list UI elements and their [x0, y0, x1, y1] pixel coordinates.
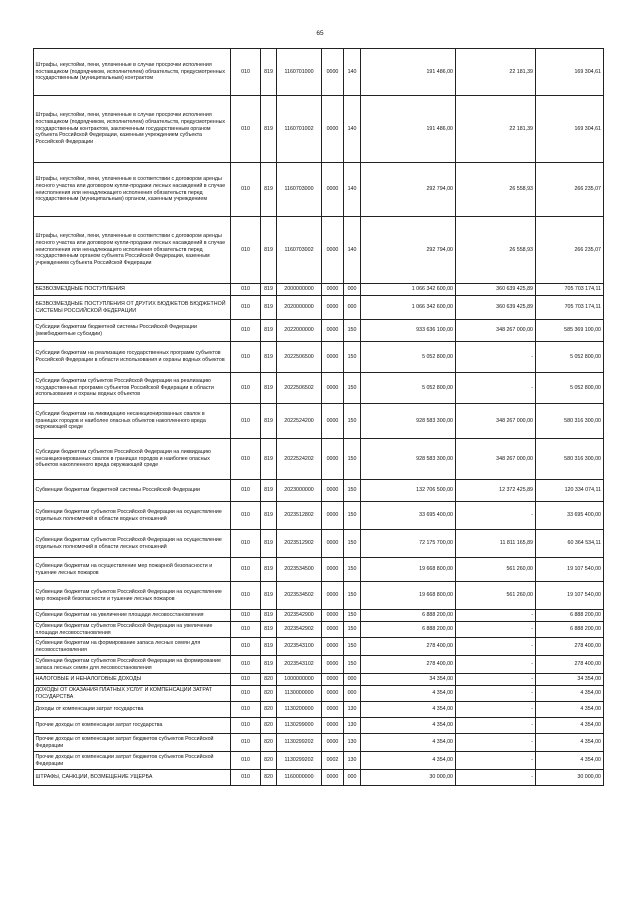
row-subcode-cell: 0000	[322, 558, 344, 582]
row-planned-amount-cell: 34 354,00	[361, 674, 456, 686]
row-name-cell: Субвенции бюджетам на формирование запаса лесных семян для лесовосстановления	[34, 638, 231, 656]
row-kosgu-cell: 150	[344, 582, 361, 610]
row-kosgu-cell: 150	[344, 610, 361, 622]
row-admin-code-cell: 820	[261, 702, 277, 718]
row-subcode-cell: 0000	[322, 770, 344, 786]
row-remaining-amount-cell: 169 304,61	[536, 49, 604, 96]
table-row	[34, 439, 604, 480]
row-admin-code-cell: 820	[261, 752, 277, 770]
row-subcode-cell: 0000	[322, 373, 344, 404]
row-subcode-cell: 0000	[322, 582, 344, 610]
row-executed-amount-cell: 360 639 425,89	[456, 296, 536, 320]
row-executed-amount-cell: -	[456, 638, 536, 656]
row-kbk-code-cell: 2020000000	[277, 296, 322, 320]
row-kbk-code-cell: 1160701002	[277, 96, 322, 163]
row-executed-amount-cell: -	[456, 502, 536, 530]
row-kosgu-cell: 130	[344, 734, 361, 752]
table-row	[34, 656, 604, 674]
table-row	[34, 502, 604, 530]
row-planned-amount-cell: 1 066 342 600,00	[361, 296, 456, 320]
row-kosgu-cell: 150	[344, 373, 361, 404]
row-admin-code-cell: 819	[261, 296, 277, 320]
row-planned-amount-cell: 933 636 100,00	[361, 320, 456, 342]
row-kbk-code-cell: 2023512902	[277, 530, 322, 558]
row-executed-amount-cell: 26 558,93	[456, 163, 536, 217]
row-code-cell: 010	[231, 320, 261, 342]
row-code-cell: 010	[231, 163, 261, 217]
row-name-cell: БЕЗВОЗМЕЗДНЫЕ ПОСТУПЛЕНИЯ	[34, 284, 231, 296]
row-remaining-amount-cell: 5 052 800,00	[536, 373, 604, 404]
row-remaining-amount-cell: 580 316 300,00	[536, 404, 604, 439]
row-kosgu-cell: 150	[344, 342, 361, 373]
row-name-cell: Штрафы, неустойки, пени, уплаченные в случае просрочки исполнения поставщиком (подрядчиком, исполнителем) обязательств, предусмотренных государственным (муниципальным) контрактом	[34, 49, 231, 96]
row-remaining-amount-cell: 278 400,00	[536, 638, 604, 656]
row-kbk-code-cell: 1160703002	[277, 217, 322, 284]
row-kosgu-cell: 150	[344, 530, 361, 558]
row-executed-amount-cell: -	[456, 702, 536, 718]
row-executed-amount-cell: 348 267 000,00	[456, 439, 536, 480]
row-admin-code-cell: 820	[261, 674, 277, 686]
row-name-cell: Субсидии бюджетам бюджетной системы Российской Федерации (межбюджетные субсидии)	[34, 320, 231, 342]
table-row	[34, 610, 604, 622]
row-planned-amount-cell: 278 400,00	[361, 656, 456, 674]
row-name-cell: Прочие доходы от компенсации затрат бюджетов субъектов Российской Федерации	[34, 734, 231, 752]
row-code-cell: 010	[231, 480, 261, 502]
row-code-cell: 010	[231, 296, 261, 320]
row-subcode-cell: 0000	[322, 404, 344, 439]
row-admin-code-cell: 819	[261, 320, 277, 342]
table-row	[34, 373, 604, 404]
row-code-cell: 010	[231, 718, 261, 734]
row-kbk-code-cell: 2022524202	[277, 439, 322, 480]
row-name-cell: Штрафы, неустойки, пени, уплаченные в случае просрочки исполнения поставщиком (подрядчиком, исполнителем) обязательств, предусмотренных государственным контрактом, заключенным государственным органом субъекта Российской Федерации, казенным учреждением субъекта Российской Федерации	[34, 96, 231, 163]
revenue-table	[33, 48, 604, 786]
row-executed-amount-cell: -	[456, 373, 536, 404]
row-name-cell: Прочие доходы от компенсации затрат государства	[34, 718, 231, 734]
row-kbk-code-cell: 2022524200	[277, 404, 322, 439]
row-planned-amount-cell: 19 668 800,00	[361, 582, 456, 610]
row-executed-amount-cell: 26 558,93	[456, 217, 536, 284]
row-subcode-cell: 0000	[322, 638, 344, 656]
table-row	[34, 404, 604, 439]
row-admin-code-cell: 819	[261, 163, 277, 217]
row-name-cell: НАЛОГОВЫЕ И НЕНАЛОГОВЫЕ ДОХОДЫ	[34, 674, 231, 686]
row-admin-code-cell: 819	[261, 656, 277, 674]
row-subcode-cell: 0000	[322, 49, 344, 96]
row-kbk-code-cell: 2022000000	[277, 320, 322, 342]
row-executed-amount-cell: -	[456, 342, 536, 373]
row-remaining-amount-cell: 19 107 540,00	[536, 558, 604, 582]
row-name-cell: ДОХОДЫ ОТ ОКАЗАНИЯ ПЛАТНЫХ УСЛУГ И КОМПЕНСАЦИИ ЗАТРАТ ГОСУДАРСТВА	[34, 686, 231, 702]
row-kbk-code-cell: 1000000000	[277, 674, 322, 686]
row-admin-code-cell: 819	[261, 404, 277, 439]
row-kosgu-cell: 150	[344, 439, 361, 480]
row-remaining-amount-cell: 6 888 200,00	[536, 622, 604, 638]
row-admin-code-cell: 819	[261, 217, 277, 284]
row-planned-amount-cell: 191 486,00	[361, 96, 456, 163]
row-planned-amount-cell: 4 354,00	[361, 734, 456, 752]
row-code-cell: 010	[231, 530, 261, 558]
row-name-cell: Субвенции бюджетам на осуществление мер пожарной безопасности и тушение лесных пожаров	[34, 558, 231, 582]
row-kosgu-cell: 000	[344, 770, 361, 786]
row-kbk-code-cell: 2023000000	[277, 480, 322, 502]
row-admin-code-cell: 819	[261, 342, 277, 373]
row-planned-amount-cell: 292 794,00	[361, 217, 456, 284]
row-admin-code-cell: 820	[261, 770, 277, 786]
row-kosgu-cell: 150	[344, 638, 361, 656]
row-kosgu-cell: 000	[344, 296, 361, 320]
row-kosgu-cell: 130	[344, 718, 361, 734]
row-subcode-cell: 0000	[322, 284, 344, 296]
row-subcode-cell: 0000	[322, 163, 344, 217]
row-subcode-cell: 0000	[322, 702, 344, 718]
row-admin-code-cell: 819	[261, 439, 277, 480]
row-name-cell: Субсидии бюджетам субъектов Российской Федерации на ликвидацию несанкционированных свалок в границах городов и наиболее опасных объектов накопленного вреда окружающей среде	[34, 439, 231, 480]
table-row	[34, 674, 604, 686]
row-code-cell: 010	[231, 49, 261, 96]
row-kosgu-cell: 000	[344, 686, 361, 702]
table-row	[34, 480, 604, 502]
row-code-cell: 010	[231, 656, 261, 674]
table-body	[34, 49, 604, 786]
row-kbk-code-cell: 1130299202	[277, 734, 322, 752]
row-planned-amount-cell: 191 486,00	[361, 49, 456, 96]
row-kbk-code-cell: 2023534500	[277, 558, 322, 582]
row-name-cell: Штрафы, неустойки, пени, уплаченные в соответствии с договором аренды лесного участка или договором купли-продажи лесных насаждений в случае неисполнения или ненадлежащего исполнения обязательств перед государственным (муниципальным) органом, казенным учреждением	[34, 163, 231, 217]
table-row	[34, 770, 604, 786]
row-kosgu-cell: 130	[344, 752, 361, 770]
table-row	[34, 718, 604, 734]
row-name-cell: Субвенции бюджетам субъектов Российской Федерации на осуществление отдельных полномочий в области лесных отношений	[34, 530, 231, 558]
row-admin-code-cell: 819	[261, 96, 277, 163]
row-remaining-amount-cell: 580 316 300,00	[536, 439, 604, 480]
table-row	[34, 686, 604, 702]
row-name-cell: БЕЗВОЗМЕЗДНЫЕ ПОСТУПЛЕНИЯ ОТ ДРУГИХ БЮДЖЕТОВ БЮДЖЕТНОЙ СИСТЕМЫ РОССИЙСКОЙ ФЕДЕРАЦИИ	[34, 296, 231, 320]
row-executed-amount-cell: 22 181,39	[456, 49, 536, 96]
row-executed-amount-cell: 22 181,39	[456, 96, 536, 163]
row-kbk-code-cell: 1160000000	[277, 770, 322, 786]
row-remaining-amount-cell: 266 235,07	[536, 217, 604, 284]
table-row	[34, 49, 604, 96]
row-subcode-cell: 0000	[322, 674, 344, 686]
page-number: 65	[316, 30, 324, 37]
row-code-cell: 010	[231, 674, 261, 686]
row-kbk-code-cell: 2023542902	[277, 622, 322, 638]
row-kosgu-cell: 140	[344, 163, 361, 217]
row-executed-amount-cell: 561 260,00	[456, 582, 536, 610]
row-planned-amount-cell: 928 583 300,00	[361, 404, 456, 439]
row-code-cell: 010	[231, 752, 261, 770]
row-name-cell: Доходы от компенсации затрат государства	[34, 702, 231, 718]
row-remaining-amount-cell: 6 888 200,00	[536, 610, 604, 622]
row-kosgu-cell: 000	[344, 284, 361, 296]
row-code-cell: 010	[231, 284, 261, 296]
row-kosgu-cell: 150	[344, 480, 361, 502]
row-remaining-amount-cell: 169 304,61	[536, 96, 604, 163]
row-subcode-cell: 0000	[322, 502, 344, 530]
row-planned-amount-cell: 4 354,00	[361, 702, 456, 718]
row-subcode-cell: 0002	[322, 752, 344, 770]
row-admin-code-cell: 819	[261, 558, 277, 582]
row-executed-amount-cell: -	[456, 734, 536, 752]
row-kosgu-cell: 140	[344, 217, 361, 284]
row-kosgu-cell: 150	[344, 558, 361, 582]
row-admin-code-cell: 819	[261, 530, 277, 558]
row-code-cell: 010	[231, 502, 261, 530]
row-remaining-amount-cell: 278 400,00	[536, 656, 604, 674]
row-name-cell: Субвенции бюджетам субъектов Российской Федерации на осуществление мер пожарной безопасности и тушение лесных пожаров	[34, 582, 231, 610]
table-row	[34, 217, 604, 284]
row-planned-amount-cell: 132 706 500,00	[361, 480, 456, 502]
row-name-cell: Субвенции бюджетам бюджетной системы Российской Федерации	[34, 480, 231, 502]
row-remaining-amount-cell: 34 354,00	[536, 674, 604, 686]
row-kbk-code-cell: 1130299202	[277, 752, 322, 770]
row-kosgu-cell: 140	[344, 49, 361, 96]
row-admin-code-cell: 819	[261, 638, 277, 656]
row-kbk-code-cell: 2023543100	[277, 638, 322, 656]
row-executed-amount-cell: -	[456, 622, 536, 638]
row-planned-amount-cell: 30 000,00	[361, 770, 456, 786]
row-subcode-cell: 0000	[322, 439, 344, 480]
table-row	[34, 734, 604, 752]
row-remaining-amount-cell: 5 052 800,00	[536, 342, 604, 373]
row-name-cell: Штрафы, неустойки, пени, уплаченные в соответствии с договором аренды лесного участка или договором купли-продажи лесных насаждений в случае неисполнения или ненадлежащего исполнения обязательств перед государственным органом субъекта Российской Федерации, казенным учреждением субъекта Российской Федерации	[34, 217, 231, 284]
row-executed-amount-cell: 561 260,00	[456, 558, 536, 582]
row-executed-amount-cell: -	[456, 610, 536, 622]
row-kbk-code-cell: 1130299000	[277, 718, 322, 734]
table-row	[34, 296, 604, 320]
row-subcode-cell: 0000	[322, 320, 344, 342]
table-row	[34, 320, 604, 342]
table-row	[34, 284, 604, 296]
row-remaining-amount-cell: 4 354,00	[536, 702, 604, 718]
row-executed-amount-cell: -	[456, 686, 536, 702]
row-remaining-amount-cell: 705 703 174,11	[536, 296, 604, 320]
row-remaining-amount-cell: 4 354,00	[536, 718, 604, 734]
row-executed-amount-cell: -	[456, 770, 536, 786]
row-subcode-cell: 0000	[322, 610, 344, 622]
row-remaining-amount-cell: 4 354,00	[536, 734, 604, 752]
row-remaining-amount-cell: 4 354,00	[536, 752, 604, 770]
row-kbk-code-cell: 2023543102	[277, 656, 322, 674]
row-code-cell: 010	[231, 217, 261, 284]
row-kosgu-cell: 150	[344, 622, 361, 638]
row-executed-amount-cell: 12 372 425,89	[456, 480, 536, 502]
row-code-cell: 010	[231, 770, 261, 786]
row-name-cell: Субвенции бюджетам субъектов Российской Федерации на осуществление отдельных полномочий в области водных отношений	[34, 502, 231, 530]
row-planned-amount-cell: 6 888 200,00	[361, 610, 456, 622]
row-kosgu-cell: 140	[344, 96, 361, 163]
row-executed-amount-cell: 348 267 000,00	[456, 320, 536, 342]
row-kbk-code-cell: 1160701000	[277, 49, 322, 96]
table-row	[34, 752, 604, 770]
row-code-cell: 010	[231, 638, 261, 656]
row-name-cell: Субвенции бюджетам субъектов Российской Федерации на увеличение площади лесовосстановления	[34, 622, 231, 638]
row-subcode-cell: 0000	[322, 656, 344, 674]
row-admin-code-cell: 819	[261, 284, 277, 296]
row-kbk-code-cell: 2000000000	[277, 284, 322, 296]
row-executed-amount-cell: 348 267 000,00	[456, 404, 536, 439]
row-remaining-amount-cell: 60 364 534,11	[536, 530, 604, 558]
table-row	[34, 622, 604, 638]
row-code-cell: 010	[231, 734, 261, 752]
row-subcode-cell: 0000	[322, 480, 344, 502]
table-row	[34, 702, 604, 718]
row-subcode-cell: 0000	[322, 217, 344, 284]
row-executed-amount-cell: -	[456, 656, 536, 674]
row-code-cell: 010	[231, 558, 261, 582]
row-planned-amount-cell: 72 175 700,00	[361, 530, 456, 558]
row-admin-code-cell: 820	[261, 686, 277, 702]
row-code-cell: 010	[231, 404, 261, 439]
row-subcode-cell: 0000	[322, 96, 344, 163]
row-code-cell: 010	[231, 373, 261, 404]
row-admin-code-cell: 819	[261, 622, 277, 638]
row-admin-code-cell: 820	[261, 718, 277, 734]
row-kosgu-cell: 150	[344, 404, 361, 439]
row-planned-amount-cell: 278 400,00	[361, 638, 456, 656]
row-executed-amount-cell: -	[456, 718, 536, 734]
row-planned-amount-cell: 33 695 400,00	[361, 502, 456, 530]
row-subcode-cell: 0000	[322, 718, 344, 734]
table-row	[34, 638, 604, 656]
row-kosgu-cell: 150	[344, 502, 361, 530]
row-executed-amount-cell: 360 639 425,89	[456, 284, 536, 296]
row-planned-amount-cell: 5 052 800,00	[361, 342, 456, 373]
row-admin-code-cell: 819	[261, 610, 277, 622]
row-subcode-cell: 0000	[322, 686, 344, 702]
row-planned-amount-cell: 6 888 200,00	[361, 622, 456, 638]
row-kbk-code-cell: 1130200000	[277, 702, 322, 718]
row-code-cell: 010	[231, 622, 261, 638]
table-row	[34, 558, 604, 582]
row-subcode-cell: 0000	[322, 342, 344, 373]
row-name-cell: ШТРАФЫ, САНКЦИИ, ВОЗМЕЩЕНИЕ УЩЕРБА	[34, 770, 231, 786]
row-code-cell: 010	[231, 702, 261, 718]
row-code-cell: 010	[231, 582, 261, 610]
row-planned-amount-cell: 1 066 342 600,00	[361, 284, 456, 296]
row-subcode-cell: 0000	[322, 296, 344, 320]
row-kbk-code-cell: 1160703000	[277, 163, 322, 217]
row-code-cell: 010	[231, 610, 261, 622]
row-name-cell: Прочие доходы от компенсации затрат бюджетов субъектов Российской Федерации	[34, 752, 231, 770]
row-name-cell: Субсидии бюджетам на реализацию государственных программ субъектов Российской Федерации в области использования и охраны водных объектов	[34, 342, 231, 373]
row-name-cell: Субсидии бюджетам на ликвидацию несанкционированных свалок в границах городов и наиболее опасных объектов накопленного вреда окружающей среде	[34, 404, 231, 439]
row-planned-amount-cell: 4 354,00	[361, 686, 456, 702]
row-name-cell: Субвенции бюджетам на увеличение площади лесовосстановления	[34, 610, 231, 622]
row-planned-amount-cell: 928 583 300,00	[361, 439, 456, 480]
table-row	[34, 96, 604, 163]
row-planned-amount-cell: 5 052 800,00	[361, 373, 456, 404]
row-kosgu-cell: 000	[344, 674, 361, 686]
row-name-cell: Субсидии бюджетам субъектов Российской Федерации на реализацию государственных программ субъектов Российской Федерации в области использования и охраны водных объектов	[34, 373, 231, 404]
row-kbk-code-cell: 2023512802	[277, 502, 322, 530]
row-code-cell: 010	[231, 686, 261, 702]
row-admin-code-cell: 819	[261, 373, 277, 404]
table-row	[34, 342, 604, 373]
row-admin-code-cell: 820	[261, 734, 277, 752]
row-kbk-code-cell: 2022506502	[277, 373, 322, 404]
row-admin-code-cell: 819	[261, 480, 277, 502]
row-planned-amount-cell: 292 794,00	[361, 163, 456, 217]
row-admin-code-cell: 819	[261, 49, 277, 96]
row-kosgu-cell: 150	[344, 320, 361, 342]
row-admin-code-cell: 819	[261, 502, 277, 530]
row-kbk-code-cell: 2023534502	[277, 582, 322, 610]
table-row	[34, 530, 604, 558]
row-remaining-amount-cell: 4 354,00	[536, 686, 604, 702]
row-planned-amount-cell: 4 354,00	[361, 718, 456, 734]
row-subcode-cell: 0000	[322, 622, 344, 638]
row-code-cell: 010	[231, 96, 261, 163]
row-planned-amount-cell: 19 668 800,00	[361, 558, 456, 582]
row-remaining-amount-cell: 30 000,00	[536, 770, 604, 786]
row-kbk-code-cell: 1130000000	[277, 686, 322, 702]
row-remaining-amount-cell: 266 235,07	[536, 163, 604, 217]
row-executed-amount-cell: 11 811 165,89	[456, 530, 536, 558]
row-remaining-amount-cell: 705 703 174,11	[536, 284, 604, 296]
row-remaining-amount-cell: 120 334 074,11	[536, 480, 604, 502]
row-name-cell: Субвенции бюджетам субъектов Российской Федерации на формирование запаса лесных семян для лесовосстановления	[34, 656, 231, 674]
table-row	[34, 163, 604, 217]
table-row	[34, 582, 604, 610]
row-admin-code-cell: 819	[261, 582, 277, 610]
row-code-cell: 010	[231, 439, 261, 480]
row-remaining-amount-cell: 585 369 100,00	[536, 320, 604, 342]
row-subcode-cell: 0000	[322, 530, 344, 558]
row-code-cell: 010	[231, 342, 261, 373]
row-kosgu-cell: 130	[344, 702, 361, 718]
row-kbk-code-cell: 2022506500	[277, 342, 322, 373]
row-kbk-code-cell: 2023542900	[277, 610, 322, 622]
row-kosgu-cell: 150	[344, 656, 361, 674]
row-subcode-cell: 0000	[322, 734, 344, 752]
row-executed-amount-cell: -	[456, 674, 536, 686]
row-executed-amount-cell: -	[456, 752, 536, 770]
row-remaining-amount-cell: 33 695 400,00	[536, 502, 604, 530]
row-planned-amount-cell: 4 354,00	[361, 752, 456, 770]
row-remaining-amount-cell: 19 107 540,00	[536, 582, 604, 610]
